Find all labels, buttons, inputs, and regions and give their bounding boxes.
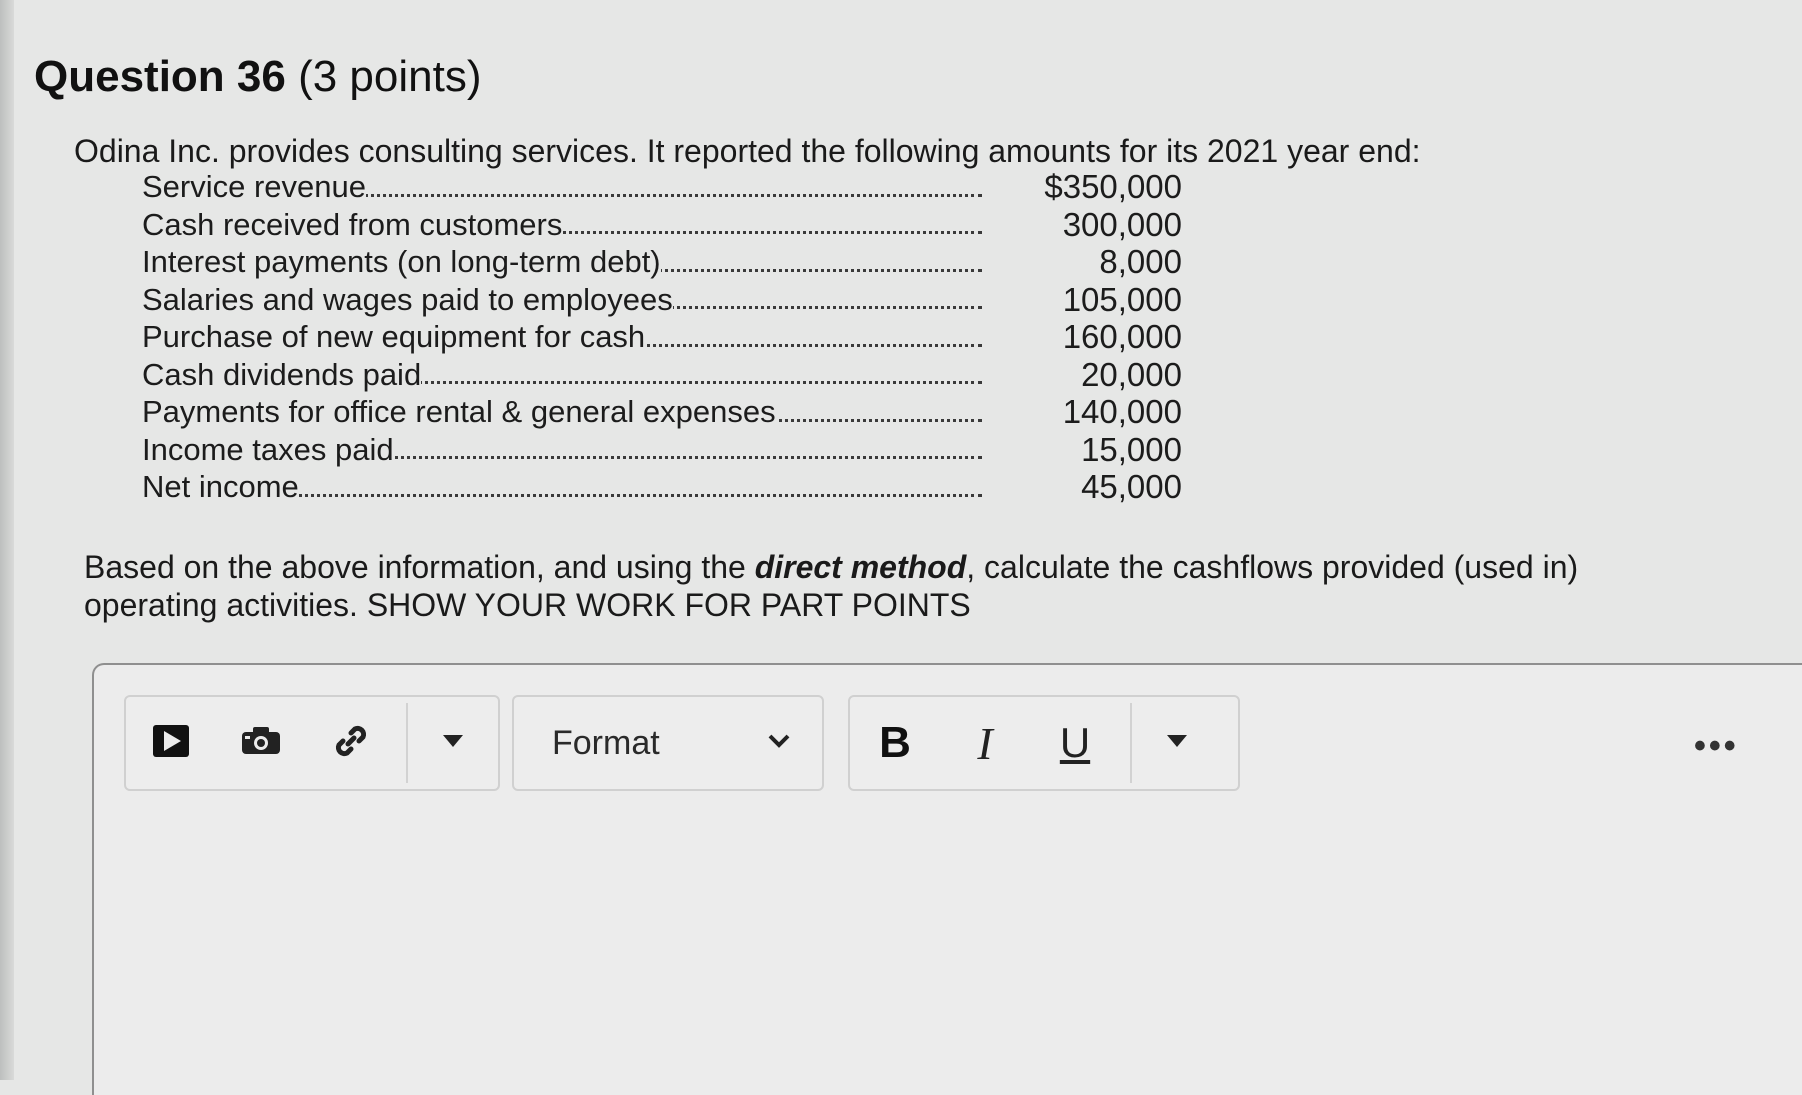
prompt-text: , calculate the cashflows provided (used in) xyxy=(966,549,1579,585)
camera-icon xyxy=(241,726,281,761)
list-item xyxy=(142,168,1182,206)
item-label: Cash received from customers xyxy=(142,206,563,242)
item-label: Income taxes paid xyxy=(142,431,394,467)
insert-media-button[interactable] xyxy=(126,697,216,789)
question-intro: Odina Inc. provides consulting services. It reported the following amounts for its 2021 year end: xyxy=(74,133,1421,169)
format-select[interactable] xyxy=(512,695,824,791)
prompt-text: Based on the above information, and using the xyxy=(84,549,755,585)
list-item xyxy=(142,356,1182,394)
item-value: 140,000 xyxy=(1062,393,1182,430)
question-prompt xyxy=(84,548,1764,624)
chevron-down-icon xyxy=(767,733,791,754)
prompt-emphasis: direct method xyxy=(754,549,967,585)
item-value: 20,000 xyxy=(1081,355,1182,393)
list-item xyxy=(142,206,1182,244)
item-label: Salaries and wages paid to employees xyxy=(142,281,673,317)
window-edge xyxy=(0,0,14,1080)
list-item xyxy=(142,468,1182,506)
list-item xyxy=(142,318,1182,356)
item-value: 105,000 xyxy=(1062,280,1182,318)
list-item xyxy=(142,393,1182,431)
insert-image-button[interactable] xyxy=(216,697,306,789)
item-value: 8,000 xyxy=(1099,243,1182,280)
italic-icon: I xyxy=(977,717,993,769)
italic-button[interactable] xyxy=(940,697,1030,789)
item-label: Interest payments (on long-term debt) xyxy=(142,244,661,279)
caret-down-icon xyxy=(442,734,464,753)
toolbar-media-group xyxy=(124,695,500,791)
item-label: Cash dividends paid xyxy=(142,356,422,392)
list-item xyxy=(142,243,1182,281)
insert-menu-dropdown[interactable] xyxy=(408,697,498,789)
question-number: Question 36 xyxy=(34,52,286,101)
prompt-line-1 xyxy=(84,548,1764,586)
item-value: 300,000 xyxy=(1062,205,1182,243)
item-label: Payments for office rental & general expenses xyxy=(142,394,776,429)
format-select-toggle[interactable] xyxy=(744,697,814,789)
play-media-icon xyxy=(153,725,189,762)
item-value: 15,000 xyxy=(1081,430,1182,468)
insert-link-button[interactable] xyxy=(306,697,396,789)
underline-button[interactable] xyxy=(1030,697,1120,789)
question-points: (3 points) xyxy=(298,52,482,101)
answer-text-area[interactable] xyxy=(94,815,1802,1095)
item-label: Net income xyxy=(142,469,299,504)
question-title xyxy=(34,52,482,102)
list-item xyxy=(142,281,1182,319)
item-value: 160,000 xyxy=(1062,318,1182,355)
bold-icon: B xyxy=(879,718,911,767)
more-options-button[interactable]: ••• xyxy=(1694,727,1739,765)
underline-icon: U xyxy=(1059,719,1091,766)
format-select-label: Format xyxy=(552,724,660,762)
toolbar-text-style-group xyxy=(848,695,1240,791)
text-style-dropdown[interactable] xyxy=(1132,697,1222,789)
link-icon xyxy=(331,721,371,766)
caret-down-icon xyxy=(1166,734,1188,753)
list-item xyxy=(142,431,1182,469)
prompt-line-2: operating activities. SHOW YOUR WORK FOR PART POINTS xyxy=(84,587,971,623)
answer-editor xyxy=(92,663,1802,1095)
bold-button[interactable] xyxy=(850,697,940,789)
financial-items-list xyxy=(142,168,1182,506)
item-value: $350,000 xyxy=(1044,168,1182,205)
item-label: Service revenue xyxy=(142,169,367,204)
item-value: 45,000 xyxy=(1081,468,1182,505)
item-label: Purchase of new equipment for cash xyxy=(142,319,646,354)
